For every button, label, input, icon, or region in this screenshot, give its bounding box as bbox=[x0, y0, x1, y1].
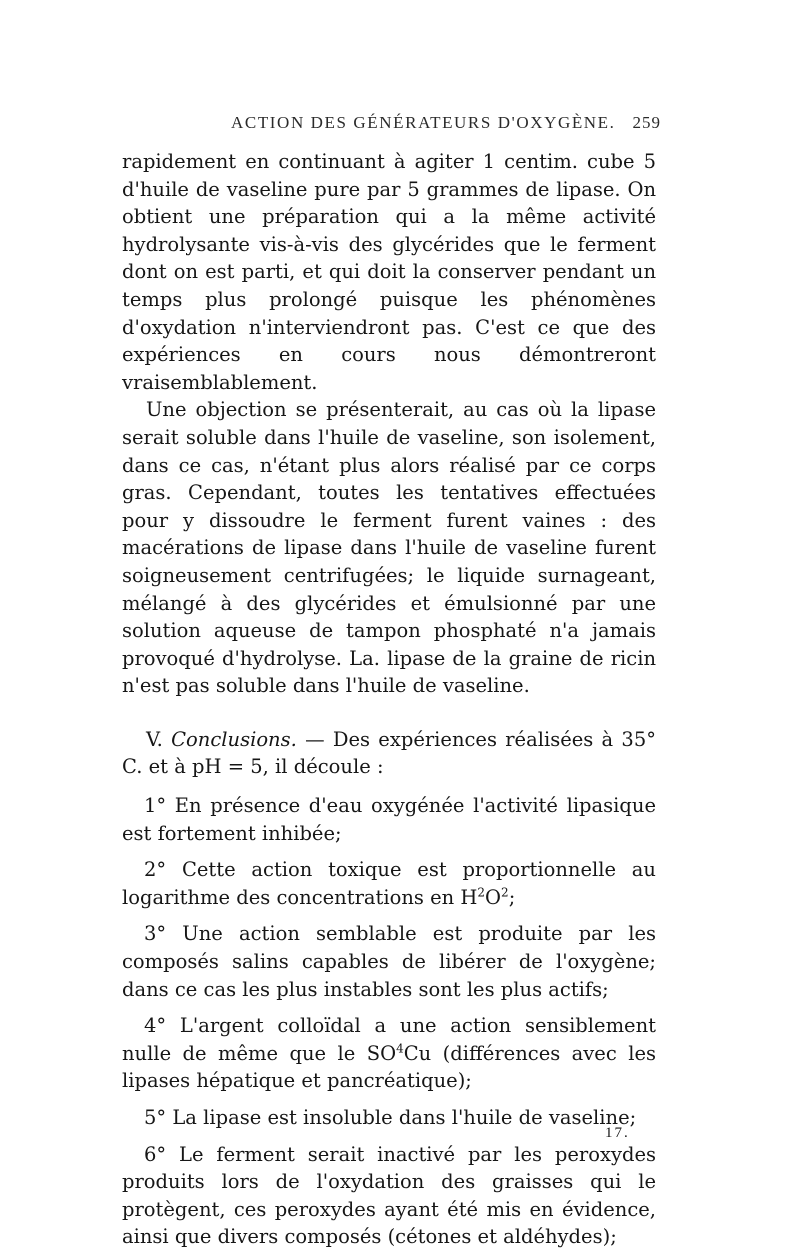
conclusion-item-2 bbox=[122, 856, 656, 911]
item-4-text: 4° L'argent colloïdal a une action sensiblement nulle de même que le SO bbox=[122, 1014, 656, 1065]
conclusion-item-6: 6° Le ferment serait inactivé par les peroxydes produits lors de l'oxydation des graisses qui le protègent, ces peroxydes ayant été mis en évidence, ainsi que divers composés (cétones et aldéhydes); bbox=[122, 1142, 656, 1249]
page-number: 259 bbox=[632, 113, 661, 132]
item-2-text: 2° Cette action toxique est proportionnelle au logarithme des concentrations en H bbox=[122, 858, 656, 909]
item-2-oxygen: O bbox=[485, 885, 502, 909]
running-head: ACTION DES GÉNÉRATEURS D'OXYGÈNE. bbox=[231, 113, 616, 132]
conclusions-intro bbox=[122, 726, 656, 781]
item-4-subscript: 4 bbox=[396, 1041, 404, 1056]
conclusion-item-4 bbox=[122, 1012, 656, 1095]
paragraph-continuation: rapidement en continuant à agiter 1 centim. cube 5 d'huile de vaseline pure par 5 grammes de lipase. On obtient une préparation qui a la même activité hydrolysante vis-à-vis des glycérides que le ferment dont on est parti, et qui doit la conserver pendant un temps plus prolongé puisque les phénomènes d'oxydation n'interviendront pas. C'est ce que des expériences en cours nous démontreront vraisemblablement. bbox=[122, 150, 656, 394]
page-header bbox=[231, 113, 661, 139]
conclusions-lead: — Des expériences réalisées à 35° C. et à pH = 5, il découle : bbox=[122, 727, 656, 779]
section-number: V. bbox=[146, 727, 163, 751]
page-body bbox=[122, 148, 656, 1251]
signature-mark: 17. bbox=[605, 1125, 630, 1141]
item-2-subscript-h: 2 bbox=[477, 885, 486, 900]
conclusion-item-1: 1° En présence d'eau oxygénée l'activité lipasique est fortement inhibée; bbox=[122, 794, 656, 845]
item-4-rest: Cu (différences avec les lipases hépatique et pancréatique); bbox=[122, 1041, 656, 1093]
conclusion-item-5: 5° La lipase est insoluble dans l'huile de vaseline; bbox=[144, 1106, 637, 1129]
section-heading: Conclusions. bbox=[171, 727, 297, 751]
item-2-subscript-o: 2 bbox=[501, 885, 509, 900]
paragraph-objection: Une objection se présenterait, au cas où la lipase serait soluble dans l'huile de vaseline, son isolement, dans ce cas, n'étant plus alors réalisé par ce corps gras. Cependant, toutes les tentatives effectuées pour y dissoudre le ferment furent vaines : des macérations de lipase dans l'huile de vaseline furent soigneusement centrifugées; le liquide surnageant, mélangé à des glycérides et émulsionné par une solution aqueuse de tampon phosphaté n'a jamais provoqué d'hydrolyse. La. lipase de la graine de ricin n'est pas soluble dans l'huile de vaseline. bbox=[122, 398, 656, 698]
item-2-end: ; bbox=[508, 885, 516, 909]
conclusion-item-3: 3° Une action semblable est produite par les composés salins capables de libérer de l'oxygène; dans ce cas les plus instables sont les plus actifs; bbox=[122, 922, 656, 1001]
